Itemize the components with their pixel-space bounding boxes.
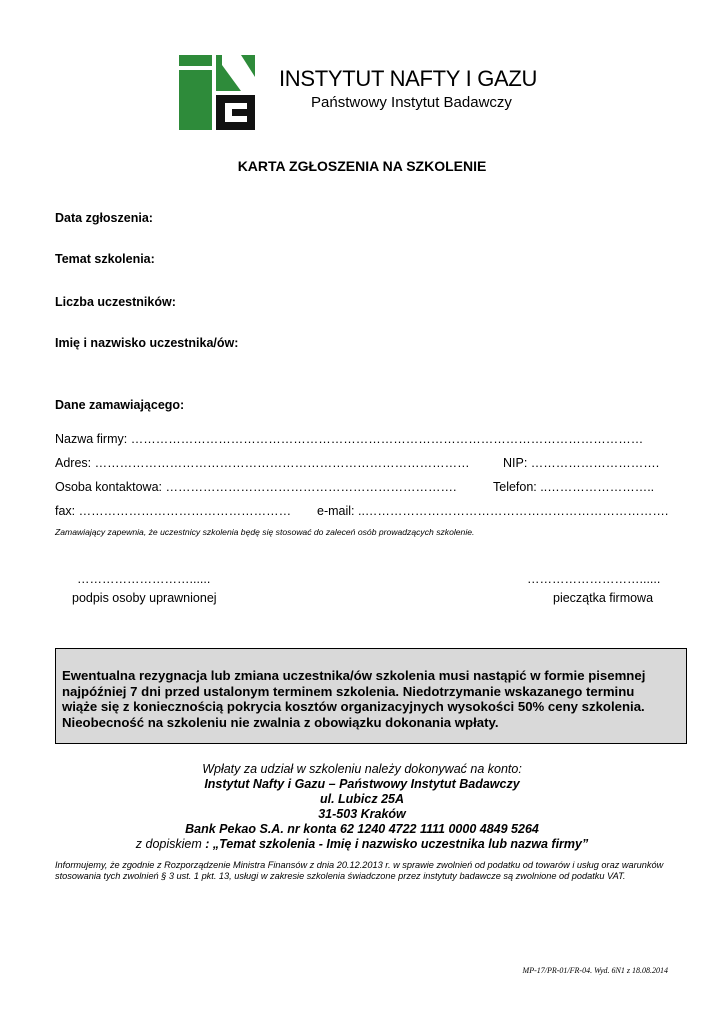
stamp-label: pieczątka firmowa	[553, 591, 654, 605]
orderer-label: Dane zamawiającego:	[55, 398, 185, 412]
participant-names-label: Imię i nazwisko uczestnika/ów:	[55, 336, 239, 350]
payment-bank-account: Bank Pekao S.A. nr konta 62 1240 4722 1111 0000 4849 5264	[185, 822, 539, 836]
payment-intro: Wpłaty za udział w szkoleniu należy dokonywać na konto:	[202, 762, 522, 776]
document-code: MP-17/PR-01/FR-04. Wyd. 6N1 z 18.08.2014	[522, 966, 668, 975]
cancellation-notice-box	[55, 648, 687, 744]
form-title: KARTA ZGŁOSZENIA NA SZKOLENIE	[237, 158, 487, 174]
orderer-note: Zamawiający zapewnia, że uczestnicy szkolenia będę się stosować do zaleceń osób prowadzących szkolenie.	[55, 527, 475, 537]
payment-reference	[0, 837, 724, 852]
payment-street: ul. Lubicz 25A	[319, 792, 405, 806]
notice-line: najpóźniej 7 dni przed ustalonym terminem szkolenia. Niedotrzymanie wskazanego terminu	[62, 683, 635, 699]
stamp-dots-right[interactable]: ………………………......	[527, 572, 661, 586]
payment-recipient: Instytut Nafty i Gazu – Państwowy Instytut Badawczy	[204, 777, 520, 791]
address-field[interactable]: Adres: ………………………………………………………………………………	[55, 456, 470, 470]
payment-ref-text: : „Temat szkolenia - Imię i nazwisko uczestnika lub nazwa firmy”	[205, 837, 589, 851]
notice-line: Ewentualna rezygnacja lub zmiana uczestnika/ów szkolenia musi nastąpić w formie pisemnej	[62, 668, 646, 683]
signature-label: podpis osoby uprawnionej	[72, 591, 217, 605]
vat-info: Informujemy, że zgodnie z Rozporządzenie Ministra Finansów z dnia 20.12.2013 r. w sprawie zwolnień od podatku od towarów i usług oraz warunków stosowania tych zwolnień § 3 ust. 1 pkt. 13, usługi w zakresie szkolenia świadczone przez instytuty badawcze są zwolnione od podatku VAT.	[55, 860, 664, 882]
org-name: INSTYTUT NAFTY I GAZU	[279, 66, 538, 91]
nip-field[interactable]: NIP: ………………………….	[503, 456, 660, 470]
payment-city: 31-503 Kraków	[318, 807, 406, 821]
payment-ref-prefix: z dopiskiem	[135, 837, 202, 851]
payment-info	[0, 762, 724, 852]
company-name-field[interactable]: Nazwa firmy: ……………………………………………………………………………………………………………	[55, 432, 644, 446]
signature-dots-left[interactable]: ………………………......	[77, 572, 211, 586]
org-subtitle: Państwowy Instytut Badawczy	[311, 94, 512, 111]
notice-line: wiąże się z koniecznością pokrycia kosztów organizacyjnych wysokości 50% ceny szkolenia.	[62, 699, 645, 714]
email-field[interactable]: e-mail: ..……………………………………………………………….	[317, 504, 669, 518]
date-label: Data zgłoszenia:	[55, 211, 153, 225]
notice-line: Nieobecność na szkoleniu nie zwalnia z obowiązku dokonania wpłaty.	[62, 714, 499, 730]
topic-label: Temat szkolenia:	[55, 252, 155, 266]
contact-person-field[interactable]: Osoba kontaktowa: …………………………………………………………….	[55, 480, 457, 494]
fax-field[interactable]: fax: ……………………………………………	[55, 504, 292, 518]
participant-count-label: Liczba uczestników:	[55, 295, 176, 309]
phone-field[interactable]: Telefon: ..……………………..	[493, 480, 655, 494]
ing-logo-icon	[179, 55, 255, 130]
